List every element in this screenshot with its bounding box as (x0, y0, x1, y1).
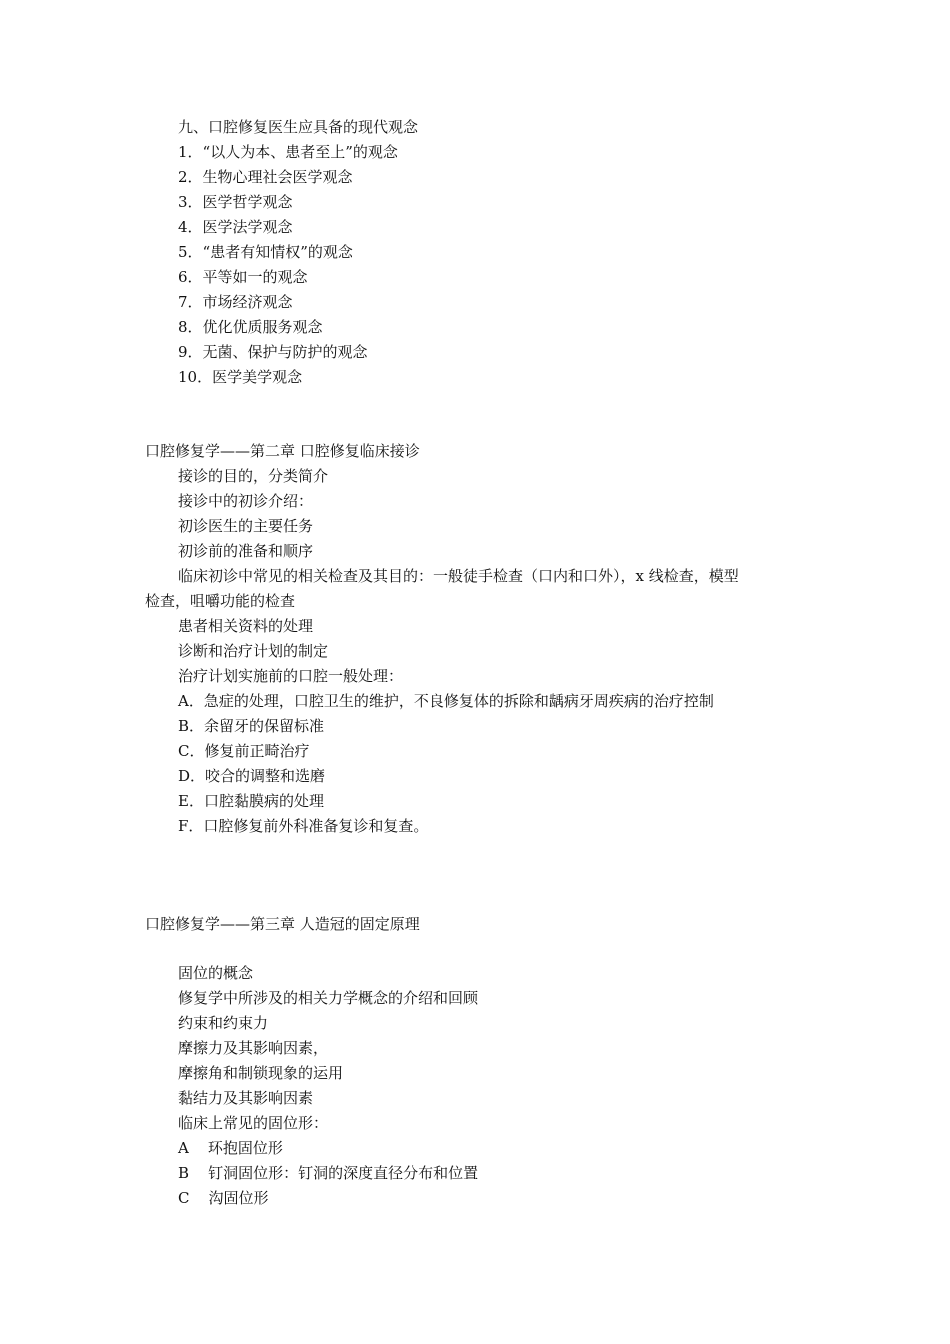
list-item: 5．“患者有知情权”的观念 (178, 243, 353, 261)
list-item: A 环抱固位形 (178, 1139, 283, 1157)
list-item: B 钉洞固位形：钉洞的深度直径分布和位置 (178, 1164, 479, 1182)
paragraph-line: 约束和约束力 (178, 1014, 269, 1032)
paragraph-line: 治疗计划实施前的口腔一般处理： (178, 667, 404, 685)
list-item: D．咬合的调整和选磨 (178, 767, 326, 785)
paragraph-line: 临床初诊中常见的相关检查及其目的：一般徒手检查（口内和口外），x 线检查，模型 (178, 567, 739, 585)
paragraph-line: 诊断和治疗计划的制定 (178, 642, 329, 660)
list-item: B．余留牙的保留标准 (178, 717, 325, 735)
section-heading: 九、口腔修复医生应具备的现代观念 (178, 118, 419, 136)
paragraph-line: 接诊中的初诊介绍： (178, 492, 314, 510)
paragraph-line: 摩擦力及其影响因素， (178, 1039, 329, 1057)
paragraph-line: 患者相关资料的处理 (178, 617, 314, 635)
paragraph-line: 接诊的目的，分类简介 (178, 467, 329, 485)
paragraph-line: 初诊前的准备和顺序 (178, 542, 314, 560)
paragraph-line: 检查，咀嚼功能的检查 (145, 592, 296, 610)
list-item: F．口腔修复前外科准备复诊和复查。 (178, 817, 429, 835)
chapter-title: 口腔修复学——第二章 口腔修复临床接诊 (145, 442, 420, 460)
paragraph-line: 黏结力及其影响因素 (178, 1089, 314, 1107)
paragraph-line: 固位的概念 (178, 964, 254, 982)
list-item: C．修复前正畸治疗 (178, 742, 310, 760)
list-item: C 沟固位形 (178, 1189, 269, 1207)
list-item: 7．市场经济观念 (178, 293, 293, 311)
list-item: 3．医学哲学观念 (178, 193, 293, 211)
chapter-title: 口腔修复学——第三章 人造冠的固定原理 (145, 915, 420, 933)
paragraph-line: 初诊医生的主要任务 (178, 517, 314, 535)
list-item: 8．优化优质服务观念 (178, 318, 323, 336)
paragraph-line: 修复学中所涉及的相关力学概念的介绍和回顾 (178, 989, 479, 1007)
list-item: E．口腔黏膜病的处理 (178, 792, 324, 810)
list-item: 4．医学法学观念 (178, 218, 293, 236)
paragraph-line: 临床上常见的固位形： (178, 1114, 329, 1132)
list-item: 9．无菌、保护与防护的观念 (178, 343, 368, 361)
list-item: 1．“以人为本、患者至上”的观念 (178, 143, 398, 161)
list-item: 10．医学美学观念 (178, 368, 303, 386)
list-item: A．急症的处理，口腔卫生的维护，不良修复体的拆除和龋病牙周疾病的治疗控制 (178, 692, 714, 710)
paragraph-line: 摩擦角和制锁现象的运用 (178, 1064, 344, 1082)
list-item: 6．平等如一的观念 (178, 268, 308, 286)
list-item: 2．生物心理社会医学观念 (178, 168, 353, 186)
